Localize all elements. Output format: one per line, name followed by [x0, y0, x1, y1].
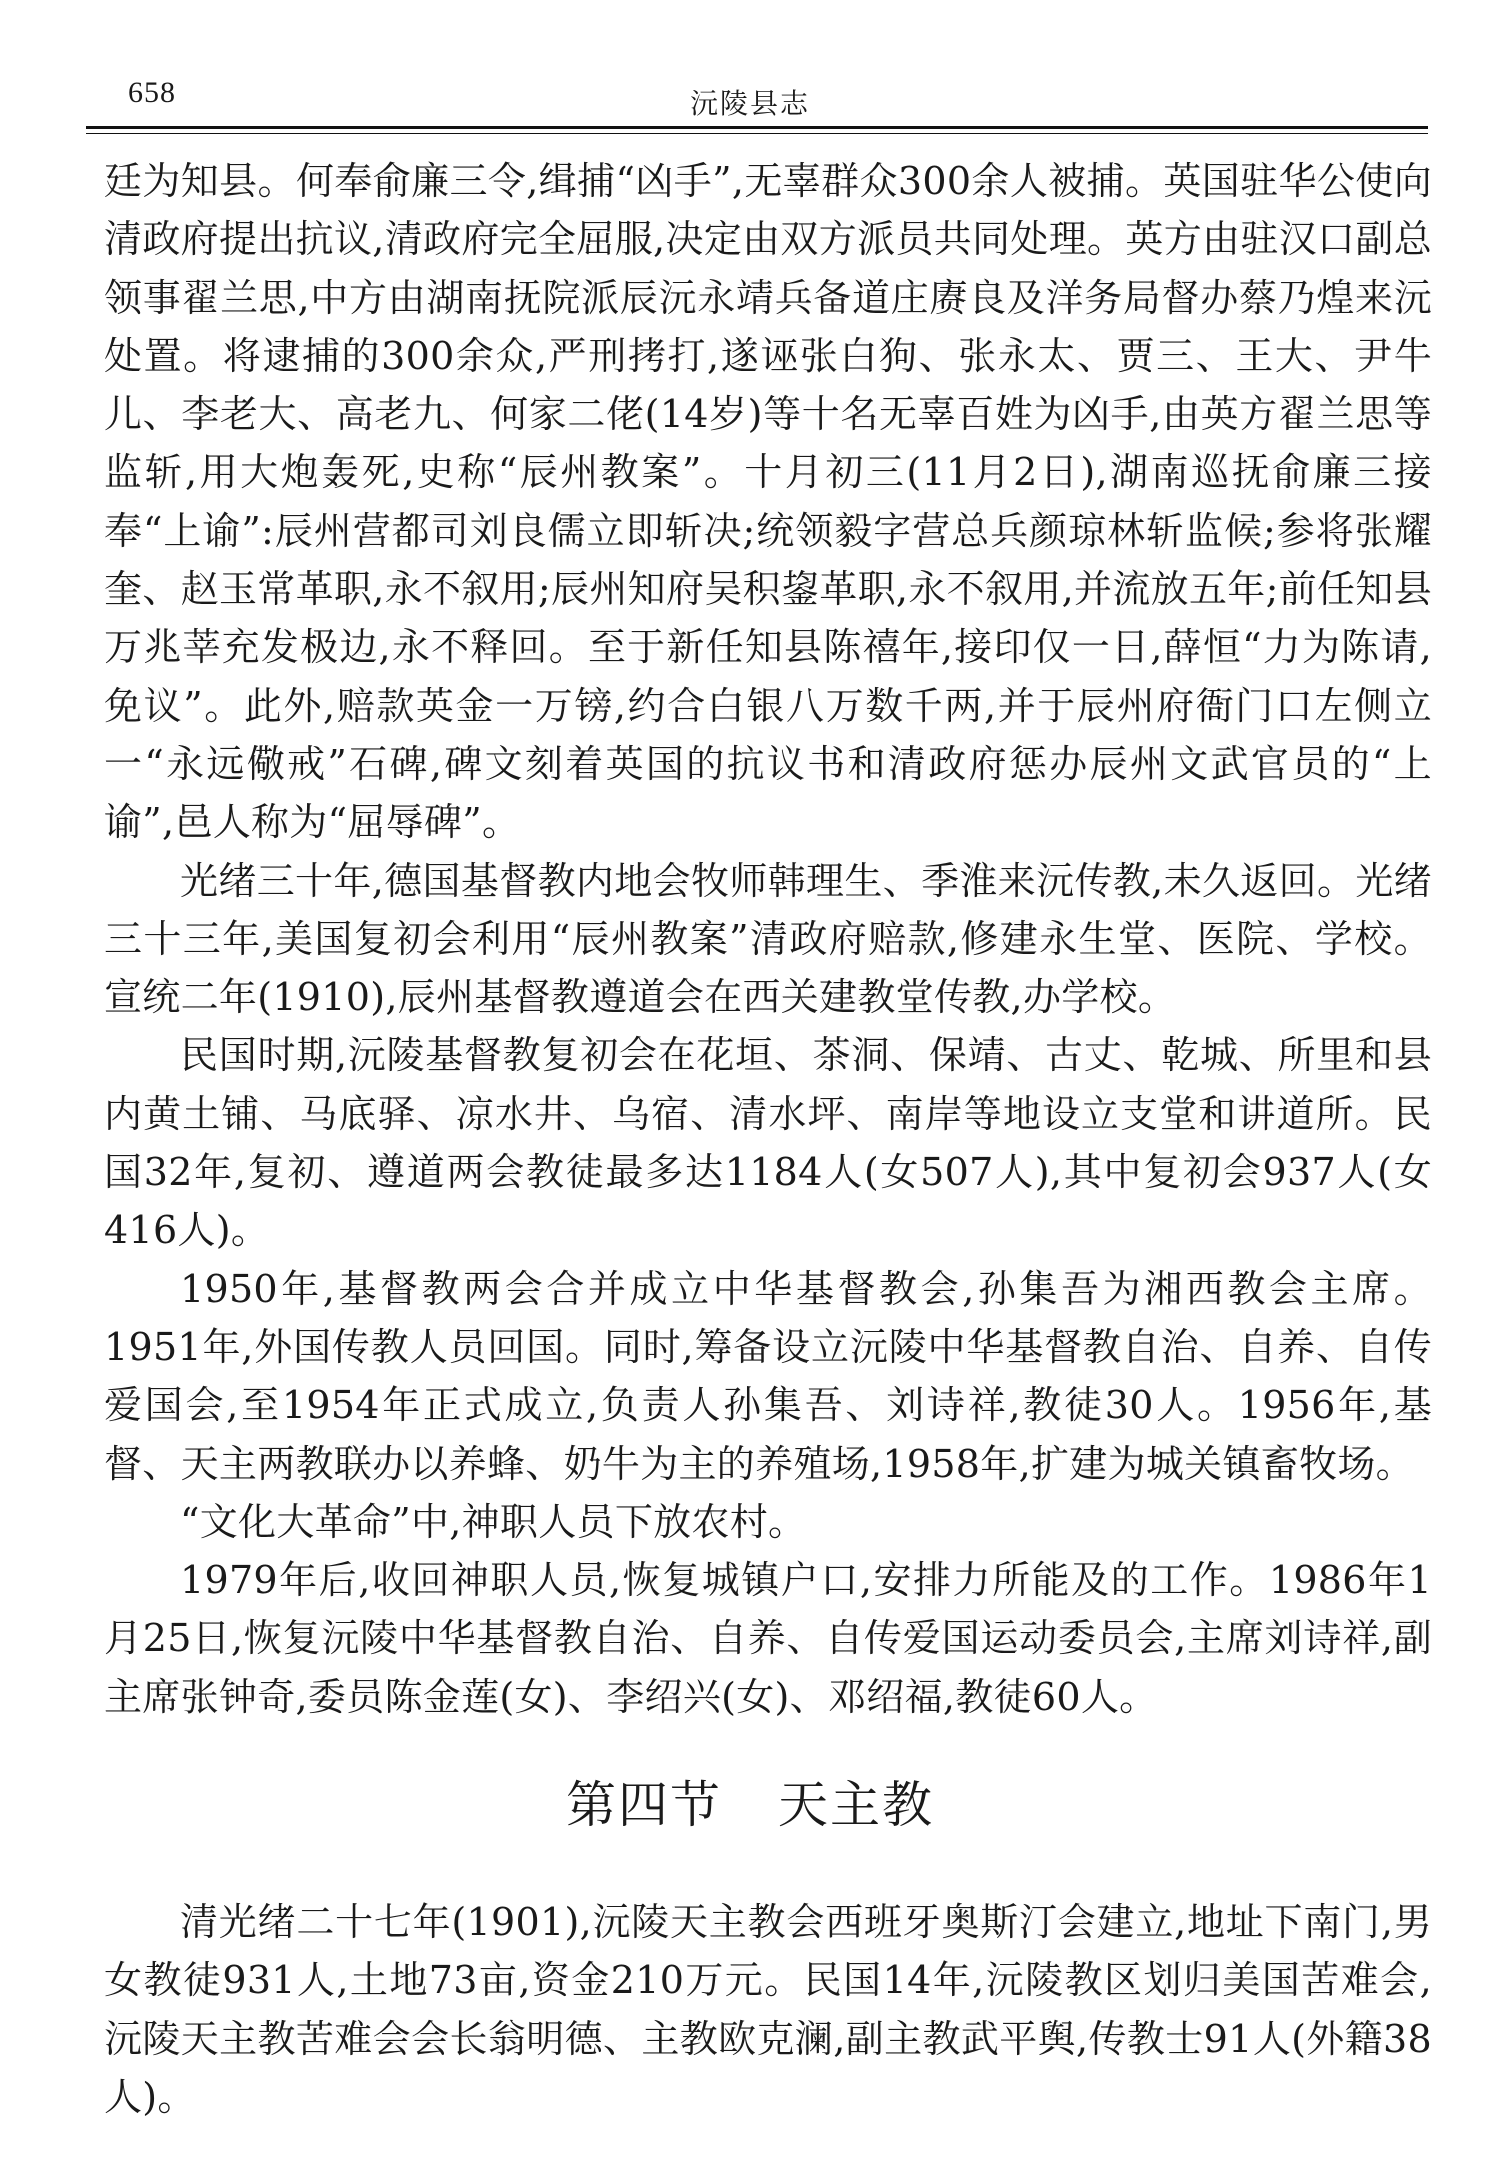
paragraph: 光绪三十年,德国基督教内地会牧师韩理生、季淮来沅传教,未久返回。光绪三十三年,美国复初会利用“辰州教案”清政府赔款,修建永生堂、医院、学校。宣统二年(1910),辰州基督教遵道会在西关建教堂传教,办学校。 — [104, 858, 1432, 1020]
paragraph: 廷为知县。何奉俞廉三令,缉捕“凶手”,无辜群众300余人被捕。英国驻华公使向清政府提出抗议,清政府完全屈服,决定由双方派员共同处理。英方由驻汉口副总领事翟兰思,中方由湖南抚院派辰沅永靖兵备道庄赓良及洋务局督办蔡乃煌来沅处置。将逮捕的300余众,严刑拷打,遂诬张白狗、张永太、贾三、王大、尹牛儿、李老大、高老九、何家二佬(14岁)等十名无辜百姓为凶手,由英方翟兰思等监斩,用大炮轰死,史称“辰州教案”。十月初三(11月2日),湖南巡抚俞廉三接奉“上谕”:辰州营都司刘良儒立即斩决;统领毅字营总兵颜琼林斩监候;参将张耀奎、赵玉常革职,永不叙用;辰州知府吴积鋆革职,永不叙用,并流放五年;前任知县万兆莘充发极边,永不释回。至于新任知县陈禧年,接印仅一日,薛恒“力为陈请,免议”。此外,赔款英金一万镑,约合白银八万数千两,并于辰州府衙门口左侧立一“永远儆戒”石碑,碑文刻着英国的抗议书和清政府惩办辰州文武官员的“上谕”,邑人称为“屈辱碑”。 — [104, 159, 1432, 845]
body-text-bottom — [104, 1893, 1432, 2126]
paragraph: “文化大革命”中,神职人员下放农村。 — [180, 1499, 807, 1544]
header-rule-thick — [86, 126, 1428, 129]
paragraph: 1979年后,收回神职人员,恢复城镇户口,安排力所能及的工作。1986年1月25日,恢复沅陵中华基督教自治、自养、自传爱国运动委员会,主席刘诗祥,副主席张钟奇,委员陈金莲(女)、李绍兴(女)、邓绍福,教徒60人。 — [104, 1558, 1432, 1719]
section-number: 第四节 — [566, 1776, 722, 1834]
body-text-top — [104, 152, 1432, 1726]
paragraph: 民国时期,沅陵基督教复初会在花垣、茶洞、保靖、古丈、乾城、所里和县内黄土铺、马底驿、凉水井、乌宿、清水坪、南岸等地设立支堂和讲道所。民国32年,复初、遵道两会教徒最多达1184人(女507人),其中复初会937人(女416人)。 — [104, 1033, 1432, 1253]
paragraph: 1950年,基督教两会合并成立中华基督教会,孙集吾为湘西教会主席。1951年,外国传教人员回国。同时,筹备设立沅陵中华基督教自治、自养、自传爱国会,至1954年正式成立,负责人孙集吾、刘诗祥,教徒30人。1956年,基督、天主两教联办以养蜂、奶牛为主的养殖场,1958年,扩建为城关镇畜牧场。 — [104, 1266, 1432, 1486]
section-title: 天主教 — [778, 1776, 934, 1834]
page-number: 658 — [128, 76, 176, 109]
header-rule-thin — [86, 133, 1428, 134]
paragraph: 清光绪二十七年(1901),沅陵天主教会西班牙奥斯汀会建立,地址下南门,男女教徒931人,土地73亩,资金210万元。民国14年,沅陵教区划归美国苦难会,沅陵天主教苦难会会长翁明德、主教欧克澜,副主教武平舆,传教士91人(外籍38人)。 — [104, 1900, 1432, 2119]
section-heading — [0, 1765, 1500, 1837]
running-title: 沅陵县志 — [689, 87, 810, 120]
